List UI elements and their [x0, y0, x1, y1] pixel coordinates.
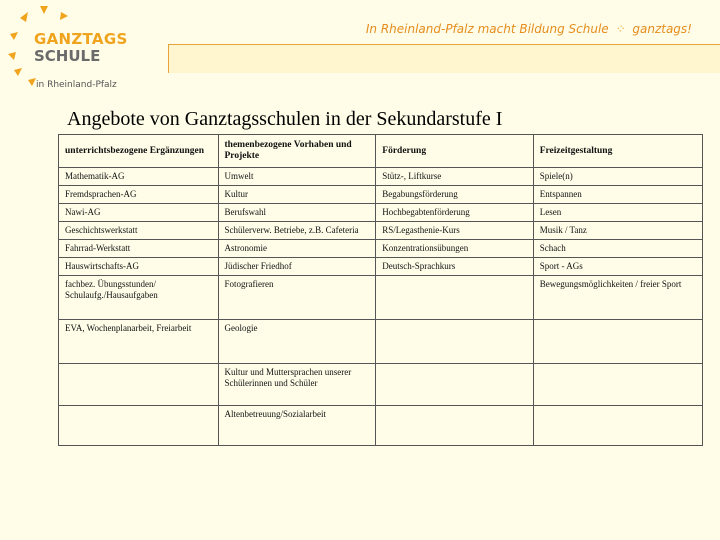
table-cell [59, 406, 219, 446]
table-row [59, 320, 703, 364]
table-cell: Lesen [533, 204, 702, 222]
table-cell [533, 364, 702, 406]
table-cell: Entspannen [533, 186, 702, 204]
table-cell: Schach [533, 240, 702, 258]
table-row [59, 406, 703, 446]
column-header: themenbezogene Vorhaben und Projekte [218, 135, 376, 168]
table-cell: Bewegungsmöglichkeiten / freier Sport [533, 276, 702, 320]
tagline-suffix: ganztags! [632, 22, 692, 36]
tagline-text: In Rheinland-Pfalz macht Bildung Schule [365, 22, 609, 36]
table-cell: Kultur und Muttersprachen unserer Schülerinnen und Schüler [218, 364, 376, 406]
table-row [59, 276, 703, 320]
table-cell [533, 320, 702, 364]
table-cell: Fremdsprachen-AG [59, 186, 219, 204]
table-cell: Altenbetreuung/Sozialarbeit [218, 406, 376, 446]
logo-line1: GANZTAGS [34, 30, 128, 48]
table-cell: Nawi-AG [59, 204, 219, 222]
table-cell: Jüdischer Friedhof [218, 258, 376, 276]
table-cell: Geologie [218, 320, 376, 364]
table-cell: Hauswirtschafts-AG [59, 258, 219, 276]
header-decoration [168, 44, 720, 73]
logo-line3: in Rheinland-Pfalz [36, 80, 117, 90]
table-cell: Sport - AGs [533, 258, 702, 276]
table-cell: Fotografieren [218, 276, 376, 320]
table-cell: Deutsch-Sprachkurs [376, 258, 533, 276]
page-title: Angebote von Ganztagsschulen in der Sekundarstufe I [67, 108, 503, 130]
column-header: Förderung [376, 135, 533, 168]
table-cell: Umwelt [218, 168, 376, 186]
table-cell: Konzentrationsübungen [376, 240, 533, 258]
table-row [59, 186, 703, 204]
logo-line2: SCHULE [34, 47, 101, 65]
table-cell: Schülerverw. Betriebe, z.B. Cafeteria [218, 222, 376, 240]
table-row [59, 222, 703, 240]
table-cell: Stütz-, Liftkurse [376, 168, 533, 186]
table-cell: RS/Legasthenie-Kurs [376, 222, 533, 240]
table-row [59, 364, 703, 406]
table-cell: Kultur [218, 186, 376, 204]
tagline [366, 22, 692, 36]
table-cell: Musik / Tanz [533, 222, 702, 240]
table-cell [376, 364, 533, 406]
table-cell: Astronomie [218, 240, 376, 258]
sun-dots-icon: ⁘ [615, 22, 626, 36]
table-row [59, 258, 703, 276]
table-cell: Spiele(n) [533, 168, 702, 186]
table-cell: fachbez. Übungsstunden/ Schulaufg./Hausaufgaben [59, 276, 219, 320]
table-cell [59, 364, 219, 406]
table-cell: Hochbegabtenförderung [376, 204, 533, 222]
table-cell: Berufswahl [218, 204, 376, 222]
table-cell [376, 406, 533, 446]
table-row [59, 168, 703, 186]
table-cell [376, 320, 533, 364]
table-cell: Mathematik-AG [59, 168, 219, 186]
table-cell: Begabungsförderung [376, 186, 533, 204]
table-row [59, 204, 703, 222]
column-header: unterrichtsbezogene Ergänzungen [59, 135, 219, 168]
table-cell: EVA, Wochenplanarbeit, Freiarbeit [59, 320, 219, 364]
offers-table [58, 134, 703, 446]
table-cell [376, 276, 533, 320]
table-row [59, 240, 703, 258]
table-header-row [59, 135, 703, 168]
column-header: Freizeitgestaltung [533, 135, 702, 168]
table-cell [533, 406, 702, 446]
table-cell: Geschichtswerkstatt [59, 222, 219, 240]
table-cell: Fahrrad-Werkstatt [59, 240, 219, 258]
